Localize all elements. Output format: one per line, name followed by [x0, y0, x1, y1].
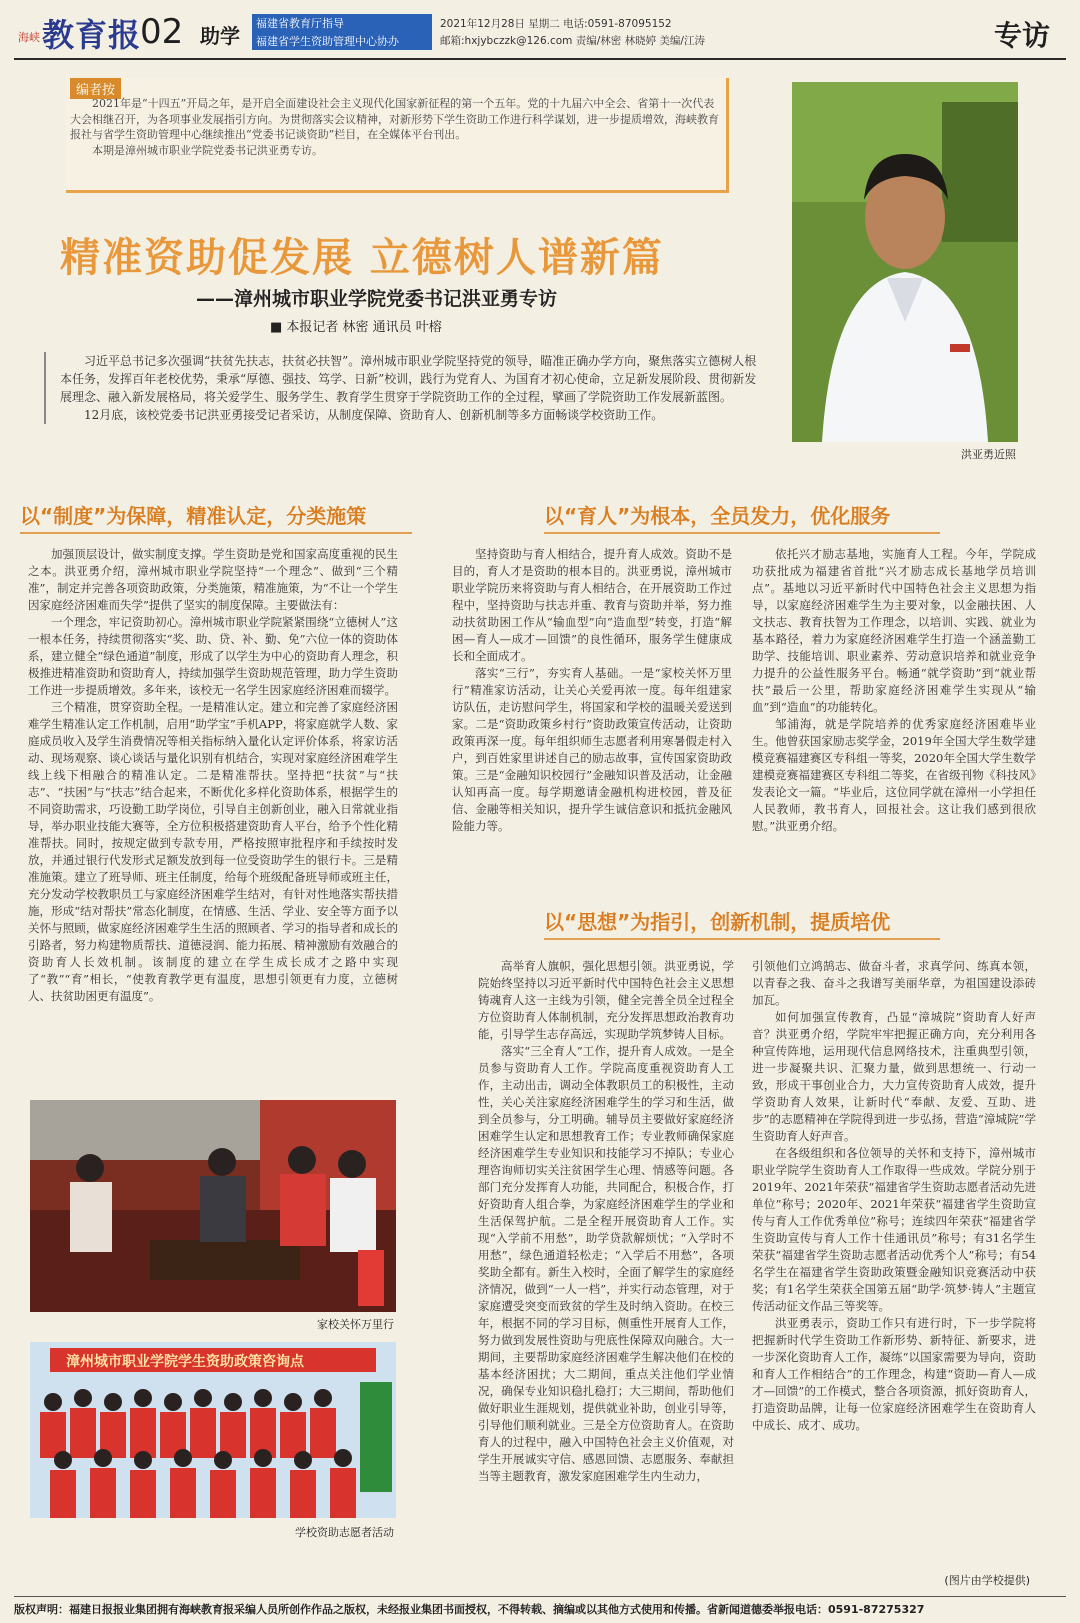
headline: 精准资助促发展 立德树人谱新篇: [60, 235, 664, 281]
volunteer-caption: 学校资助志愿者活动: [295, 1526, 394, 1539]
email-line: 邮箱:hxjybczzk@126.com 责编/林密 林晓婷 美编/江涛: [440, 35, 705, 47]
section2-p2: 落实“三行”，夯实育人基础。一是“家校关怀万里行”精准家访活动，让关心关爱再浓一度。每年组建家访队伍，走访慰问学生，将国家和学校的温暖关爱送到家。二是“资助政策乡村行”资助政策宣传活动，让资助政策再深一度。每年组织师生志愿者利用寒暑假走村入户，到百姓家里讲述自己的励志故事，宣传国家资助政策。三是“金融知识校园行”金融知识普及活动，让金融认知再高一度。每学期邀请金融机构进校园，普及征信、金融等相关知识，提升学生诚信意识和抵抗金融风险能力等。: [452, 666, 732, 833]
section2-p1: 坚持资助与育人相结合，提升育人成效。资助不是目的，育人才是资助的根本目的。洪亚勇说，漳州城市职业学院历来将资助与育人相结合，在开展资助工作过程中，坚持资助与扶志并重、教育与资助并举，努力推动扶贫助困工作从“输血型”向“造血型”转变，打造“解困—育人—成才—回馈”的良性循环，服务学生健康成长和全面成才。: [452, 547, 732, 663]
editor-note-p1: 2021年是“十四五”开局之年，是开启全面建设社会主义现代化国家新征程的第一个五年。党的十九届六中全会、省第十一次代表大会相继召开，为各项事业发展指引方向。为贯彻落实会议精神，对新形势下学生资助工作进行科学谋划，进一步提质增效，海峡教育报社与省学生资助管理中心继续推出“党委书记谈资助”栏目，在全媒体平台刊出。: [70, 97, 719, 141]
section2-p3: 依托兴才励志基地，实施育人工程。今年，学院成功获批成为福建省首批“兴才励志成长基地学员培训点”。基地以习近平新时代中国特色社会主义思想为指导，以家庭经济困难学生为主要对象，以金融扶困、人文扶志、教育扶智为工作理念，以培训、实践、就业为基本路径，着力为家庭经济困难学生打造一个涵盖勤工助学、技能培训、职业素养、劳动意识培养和就业竞争力提升的公益性服务平台。畅通“就学资助”到“就业帮扶”最后一公里，帮助家庭经济困难学生实现从“输血”到“造血”的功能转化。: [752, 547, 1036, 714]
volunteer-banner: 漳州城市职业学院学生资助政策咨询点: [66, 1354, 304, 1370]
section3-col2: [752, 958, 1036, 1570]
photo-credit: (图片由学校提供): [944, 1574, 1030, 1587]
lead-p1: 习近平总书记多次强调“扶贫先扶志，扶贫必扶智”。漳州城市职业学院坚持党的领导，瞄准正确办学方向，聚焦落实立德树人根本任务，发挥百年老校优势，秉承“厚德、强技、笃学、日新”校训，践行为党育人、为国育才初心使命，立足新发展阶段、贯彻新发展理念、融入新发展格局，将关爱学生、服务学生、教育学生贯穿于学院资助工作的全过程，擘画了学院资助工作发展新蓝图。: [60, 354, 757, 404]
section3-p6: 洪亚勇表示，资助工作只有进行时，下一步学院将把握新时代学生资助工作新形势、新特征、新要求，进一步深化资助育人工作，凝练“以国家需要为导向，资助和育人工作相结合”的工作理念，构建“资助—育人—成才—回馈”的工作模式，整合各项资源，抓好资助育人，打造资助品牌，让每一位家庭经济困难学生在资助育人中成长、成才、成功。: [752, 1316, 1036, 1432]
byline: ■ 本报记者 林密 通讯员 叶榕: [270, 320, 442, 335]
portrait-caption: 洪亚勇近照: [961, 448, 1016, 461]
section3-col1: [478, 958, 734, 1588]
home-visit-caption: 家校关怀万里行: [317, 1318, 394, 1331]
section2-col2: [752, 546, 1036, 884]
section3-p1: 高举育人旗帜，强化思想引领。洪亚勇说，学院始终坚持以习近平新时代中国特色社会主义思想铸魂育人这一主线为引领，健全完善全员全过程全方位资助育人体制机制，充分发挥思想政治教育功能，引导学生志存高远，实现助学筑梦铸人目标。: [478, 959, 734, 1041]
editor-note-p2: 本期是漳州城市职业学院党委书记洪亚勇专访。: [92, 143, 323, 157]
lead: [44, 352, 760, 424]
editor-note-text: [70, 96, 720, 158]
volunteer-photo: [30, 1342, 396, 1518]
paper-name: 海峡教育报: [18, 16, 142, 54]
section1-body: [28, 546, 398, 1090]
section2-title: 以“育人”为根本，全员发力，优化服务: [544, 500, 940, 534]
lead-p2: 12月底，该校党委书记洪亚勇接受记者采访，从制度保障、资助育人、创新机制等多方面畅谈学校资助工作。: [84, 408, 664, 422]
page-number: 02: [140, 12, 184, 52]
section3-p2: 落实“三全育人”工作，提升育人成效。一是全员参与资助育人工作。学院高度重视资助育人工作，主动出击，调动全体教职员工的积极性，主动性，关心关注家庭经济困难学生的学习和生活，做到全员参与，分工明确。辅导员主要做好家庭经济困难学生认定和思想教育工作；专业教师确保家庭经济困难学生专业知识和技能学习不掉队；专业心理咨询师切实关注贫困学生心理、情感等问题。各部门充分发挥育人功能，共同配合，积极合作，打好资助育人组合拳，为家庭经济困难学生的学业和生活保驾护航。二是全程开展资助育人工作。实现“入学前不用愁”，助学贷款解烦忧；“入学时不用愁”，绿色通道轻松走；“入学后不用愁”，各项奖助全都有。新生入校时，全面了解学生的家庭经济情况，做到“一人一档”，并实行动态管理，对于家庭遭受突变而致贫的学生及时纳入资助。在校三年，根据不同的学习目标，侧重性开展育人工作，努力做到发展性资助与兜底性保障双向融合。大一期间，主要帮助家庭经济困难学生解决他们在校的基本经济困扰；大二期间，重点关注他们学业情况，确保专业知识稳扎稳打；大三期间，帮助他们做好职业生涯规划，提供就业补助，创业引导等，引导他们顺利就业。三是全方位资助育人。在资助育人的过程中，融入中国特色社会主义价值观，对学生开展诚实守信、感恩回馈、志愿服务、奉献担当等主题教育，激发家庭困难学生内生动力，: [478, 1044, 734, 1483]
editor-note-tag: 编者按: [70, 78, 121, 99]
guide-line-2: 福建省学生资助管理中心协办: [252, 32, 432, 50]
column-name: 专访: [993, 19, 1050, 52]
subhead: ——漳州城市职业学院党委书记洪亚勇专访: [196, 288, 558, 310]
section3-p5: 在各级组织和各位领导的关怀和支持下，漳州城市职业学院学生资助育人工作取得一些成效。学院分别于2019年、2021年荣获“福建省学生资助志愿者活动先进单位”称号；2020年、2021年荣获“福建省学生资助宣传与育人工作优秀单位”称号；连续四年荣获“福建省学生资助宣传与育人工作十佳通讯员”称号；有31名学生荣获“福建省学生资助志愿者活动优秀个人”称号；有54名学生在福建省学生资助政策暨金融知识竞赛活动中获奖；有1名学生荣获全国第五届“助学·筑梦·铸人”主题宣传活动征文作品三等奖等。: [752, 1146, 1036, 1313]
section1-title: 以“制度”为保障，精准认定，分类施策: [20, 500, 412, 534]
section3-title: 以“思想”为指引，创新机制，提质培优: [544, 906, 940, 940]
section2-col1: [452, 546, 732, 884]
date-line: 2021年12月28日 星期二 电话:0591-87095152: [440, 18, 672, 30]
guide-line-1: 福建省教育厅指导: [252, 14, 432, 32]
section2-p4: 邹浦海，就是学院培养的优秀家庭经济困难毕业生。他曾获国家励志奖学金，2019年全国大学生数学建模竞赛福建赛区专科组一等奖，2020年全国大学生数学建模竞赛福建赛区专科组二等奖，在省级刊物《科技风》发表论文一篇。“毕业后，这位同学就在漳州一小学担任人民教师，教书育人，回报社会。这让我们感到很欣慰。”洪亚勇介绍。: [752, 717, 1036, 833]
home-visit-photo: [30, 1100, 396, 1312]
portrait-photo: [792, 82, 1018, 442]
copyright-footer: 版权声明：福建日报报业集团拥有海峡教育报采编人员所创作作品之版权，未经报业集团书面授权，不得转载、摘编或以其他方式使用和传播。省新闻道德委举报电话：0591-87275327: [14, 1596, 1066, 1617]
masthead-rule: [14, 58, 1066, 60]
section-name: 助学: [200, 24, 240, 48]
section3-p3: 引领他们立鸿鹄志、做奋斗者，求真学问、练真本领，以青春之我、奋斗之我谱写美丽华章，为祖国建设添砖加瓦。: [752, 959, 1036, 1007]
section1-p2: 一个理念，牢记资助初心。漳州城市职业学院紧紧围绕“立德树人”这一根本任务，持续贯彻落实“奖、助、贷、补、勤、免”六位一体的资助体系，建立健全“绿色通道”制度，形成了以学生为中心的资助育人理念，积极推进精准资助和资助育人，持续加强学生资助规范管理，助力学生资助工作进一步提质增效。多年来，该校无一名学生因家庭经济困难而辍学。: [28, 615, 398, 697]
section3-p4: 如何加强宣传教育，凸显“漳城院”资助育人好声音？洪亚勇介绍，学院牢牢把握正确方向，充分利用各种宣传阵地，运用现代信息网络技术，注重典型引领，进一步凝聚共识、汇聚力量，做到思想统一、行动一致，形成干事创业合力，大力宣传资助育人成效，提升学资助育人效果，让新时代“奉献、友爱、互助、进步”的志愿精神在学院得到进一步弘扬，营造“漳城院”学生资助育人好声音。: [752, 1010, 1036, 1143]
section1-p3: 三个精准，贯穿资助全程。一是精准认定。建立和完善了家庭经济困难学生精准认定工作机制，启用“助学宝”手机APP，将家庭就学人数、家庭成员收入及学生消费情况等相关指标纳入量化认定评价体系，将家访活动、现场观察、谈心谈话与量化识别有机结合，实现对家庭经济困难学生线上线下相融合的精准认定。二是精准帮扶。坚持把“扶贫”与“扶志”、“扶困”与“扶志”结合起来，不断优化多样化资助体系，根据学生的不同资助需求，巧设勤工助学岗位，引导自主创新创业，融入日常就业指导，举办职业技能大赛等，全方位积极搭建资助育人平台，给予个性化精准帮扶。同时，按规定做到专款专用，严格按照审批程序和手续按时发放，并通过银行代发形式足额发放到每一位受资助学生的银行卡。三是精准施策。建立了班导师、班主任制度，给每个班级配备班导师或班主任，充分发动学校教职员工与家庭经济困难学生结对，有针对性地落实帮扶措施，形成“结对帮扶”常态化制度，在情感、生活、学业、安全等方面予以关怀与照顾，做家庭经济困难学生生活的照顾者、学习的指导者和成长的引路者，努力构建物质帮扶、道德浸润、能力拓展、精神激励有效融合的资助育人长效机制。该制度的建立在学生成长成才之路中实现了“教”“育”相长，“使教育教学更有温度，思想引领更有力度，立德树人、扶贫助困更有温度”。: [28, 700, 398, 1003]
section1-p1: 加强顶层设计，做实制度支撑。学生资助是党和国家高度重视的民生之本。洪亚勇介绍，漳州城市职业学院坚持“一个理念”、做到“三个精准”，制定并完善各项资助政策，分类施策，精准施策，为“不让一个学生因家庭经济困难而失学”提供了坚实的制度保障。主要做法有：: [28, 547, 398, 612]
